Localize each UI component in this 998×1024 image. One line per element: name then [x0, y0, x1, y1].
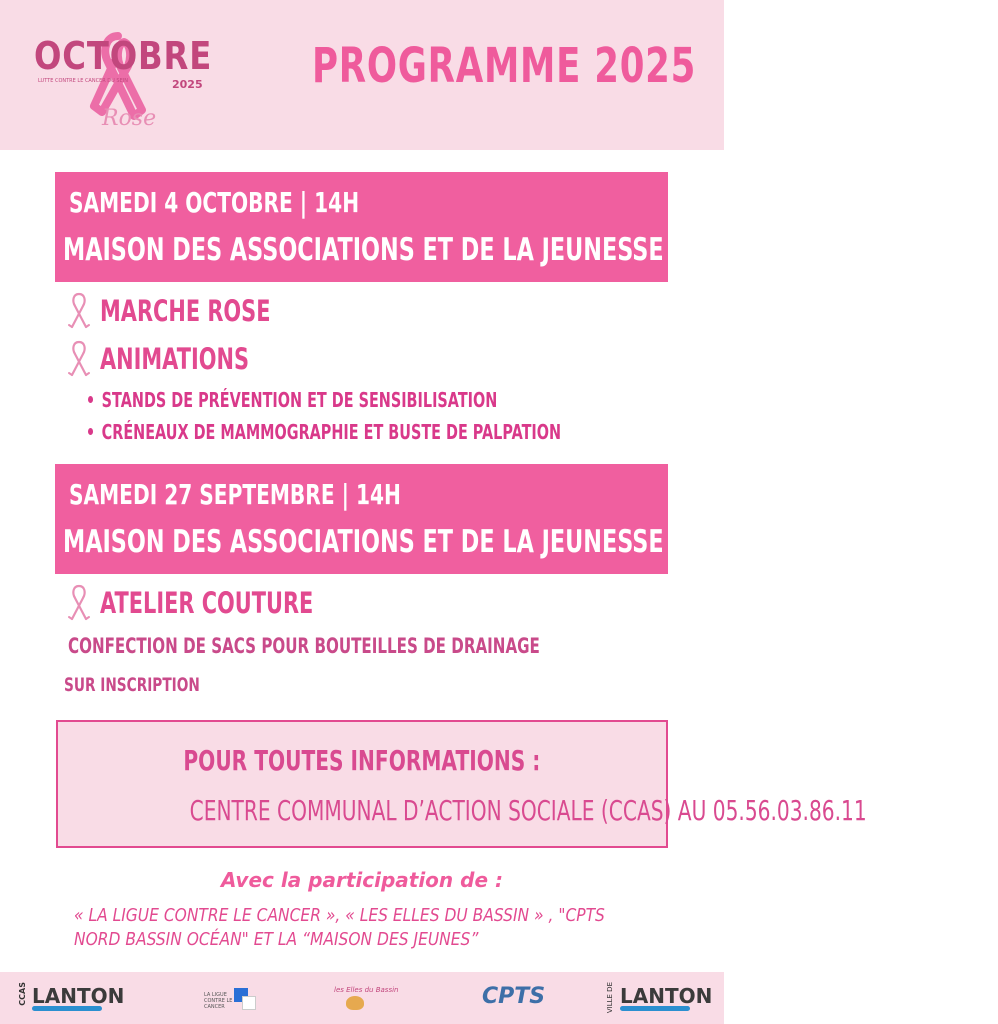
- event-date: SAMEDI 27 SEPTEMBRE | 14H: [69, 478, 401, 511]
- ribbon-icon: [66, 340, 92, 378]
- info-contact: CENTRE COMMUNAL D’ACTION SOCIALE (CCAS) AU 05.56.03.86.11: [189, 794, 867, 827]
- partners-line: « LA LIGUE CONTRE LE CANCER », « LES ELLES DU BASSIN » , "CPTS: [74, 905, 605, 926]
- event-place: MAISON DES ASSOCIATIONS ET DE LA JEUNESSE: [63, 524, 664, 560]
- header: [0, 0, 724, 150]
- event-place: MAISON DES ASSOCIATIONS ET DE LA JEUNESSE: [63, 232, 664, 268]
- sub-item: CRÉNEAUX DE MAMMOGRAPHIE ET BUSTE DE PALPATION: [88, 420, 561, 444]
- ribbon-icon: [66, 292, 92, 330]
- event-banner: [55, 172, 668, 282]
- item-label: ANIMATIONS: [100, 342, 249, 376]
- ribbon-icon: [66, 584, 92, 622]
- logo-word: OCTOBRE: [34, 34, 213, 78]
- logo-subtitle: LUTTE CONTRE LE CANCER DU SEIN: [38, 78, 128, 84]
- sub-item: STANDS DE PRÉVENTION ET DE SENSIBILISATION: [88, 388, 497, 412]
- ccas-lanton-logo: CCAS LANTON: [18, 980, 124, 1016]
- event-note: SUR INSCRIPTION: [64, 674, 200, 696]
- elles-du-bassin-logo: les Elles du Bassin: [334, 980, 378, 1016]
- ville-de-lanton-logo: VILLE DE LANTON: [606, 982, 713, 1014]
- logo-year: 2025: [172, 78, 203, 91]
- ligue-contre-le-cancer-logo: LA LIGUE CONTRE LE CANCER: [204, 980, 260, 1016]
- info-title: POUR TOUTES INFORMATIONS :: [183, 744, 541, 777]
- participation-title: Avec la participation de :: [221, 868, 503, 892]
- info-box: [56, 720, 867, 848]
- item-label: MARCHE ROSE: [100, 294, 271, 328]
- octobre-rose-logo: [30, 30, 213, 140]
- event-banner: [55, 464, 668, 574]
- partners-line: NORD BASSIN OCÉAN" ET LA “MAISON DES JEUNES”: [74, 929, 479, 950]
- item-label: ATELIER COUTURE: [100, 586, 314, 620]
- cpts-logo: CPTS: [482, 984, 546, 1009]
- page-title: PROGRAMME 2025: [311, 38, 696, 94]
- logo-script: Rose: [102, 106, 157, 131]
- partners-list: [74, 904, 674, 952]
- event-date: SAMEDI 4 OCTOBRE | 14H: [69, 186, 360, 219]
- event-description: CONFECTION DE SACS POUR BOUTEILLES DE DRAINAGE: [68, 634, 540, 658]
- bullet-icon: [88, 396, 93, 403]
- footer: [0, 972, 724, 1024]
- bullet-icon: [88, 428, 93, 435]
